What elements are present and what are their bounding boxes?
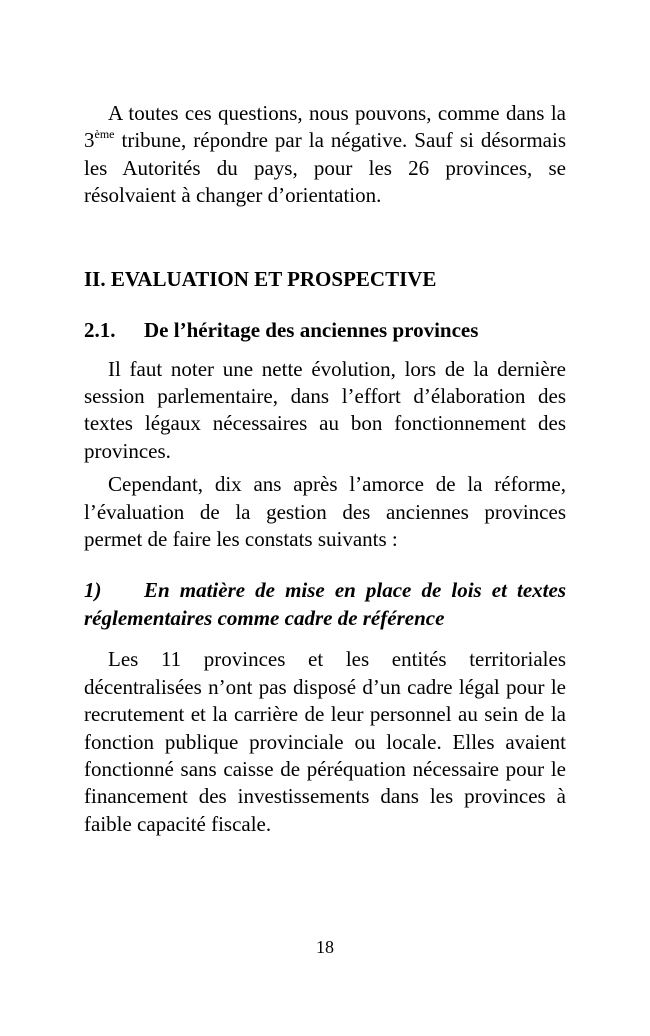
paragraph-intro-text-start: A toutes ces questions, nous pouvons, comme dans la 3 — [84, 101, 566, 153]
item-heading — [84, 577, 566, 632]
page-number: 18 — [316, 937, 334, 957]
subsection-heading — [84, 317, 566, 344]
paragraph-intro-text-end: tribune, répondre par la négative. Sauf si désormais les Autorités du pays, pour les 26 provinces, se résolvaient à changer d’orientation. — [84, 128, 566, 208]
subsection-number: 2.1. — [84, 317, 116, 342]
item-number: 1) — [84, 578, 102, 603]
page-body — [84, 100, 566, 838]
paragraph-intro — [84, 100, 566, 210]
subsection-title: De l’héritage des anciennes provinces — [144, 317, 479, 342]
paragraph-provinces: Les 11 provinces et les entités territoriales décentralisées n’ont pas disposé d’un cadre légal pour le recrutement et la carrière de leur personnel au sein de la fonction publique provinciale ou locale. Elles avaient fonctionné sans caisse de péréquation nécessaire pour le financement des investissements dans les provinces à faible capacité fiscale. — [84, 647, 566, 836]
section-heading: II. EVALUATION ET PROSPECTIVE — [84, 266, 437, 291]
item-title: En matière de mise en place de lois et textes réglementaires comme cadre de référence — [84, 578, 566, 630]
paragraph-constats: Cependant, dix ans après l’amorce de la réforme, l’évaluation de la gestion des anciennes provinces permet de faire les constats suivants : — [84, 472, 566, 552]
paragraph-evolution: Il faut noter une nette évolution, lors de la dernière session parlementaire, dans l’effort d’élaboration des textes légaux nécessaires au bon fonctionnement des provinces. — [84, 356, 566, 463]
superscript-ordinal: ème — [94, 127, 115, 142]
